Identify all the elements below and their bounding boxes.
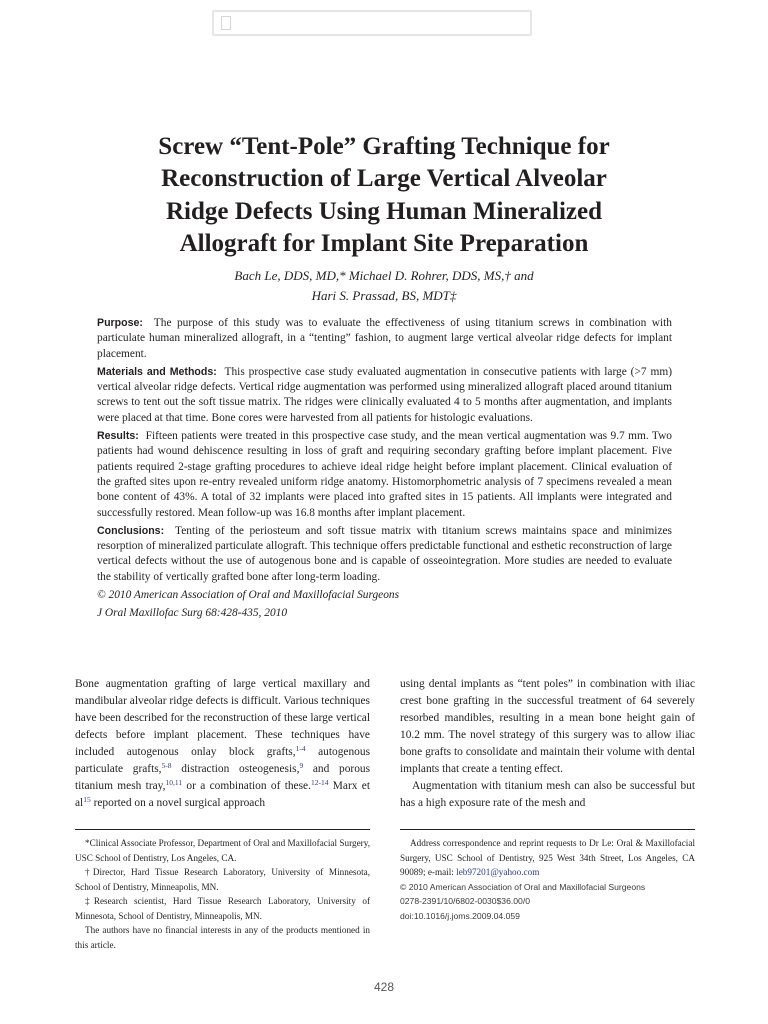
intro-paragraph	[75, 676, 370, 812]
title-line: Ridge Defects Using Human Mineralized	[165, 197, 603, 225]
reference-link[interactable]: 12-14	[310, 778, 329, 787]
article-title	[60, 131, 708, 261]
footnotes-left	[75, 836, 370, 952]
methods-text: This prospective case study evaluated augmentation in consecutive patients with large (>7 mm) vertical alveolar ridge defects. Vertical ridge augmentation was performed using mineralized allograft placed around titanium screws to tent out the soft tissue matrix. The ridges were clinically evaluated 4 to 5 months after augmentation, and implants were placed at that time. Bone cores were harvested from all patients for histologic evaluations.	[97, 365, 672, 424]
body-text: and porous titanium mesh tray,	[75, 763, 371, 792]
footnote: ‡Research scientist, Hard Tissue Research Laboratory, University of Minnesota, School of Dentistry, Minneapolis, MN.	[75, 896, 370, 921]
abstract-purpose	[97, 316, 672, 362]
footnote: †Director, Hard Tissue Research Laboratory, University of Minnesota, School of Dentistry, Minneapolis, MN.	[75, 867, 370, 892]
correspondence-address	[400, 836, 695, 880]
abstract-results	[97, 429, 672, 521]
reference-link[interactable]: 9	[299, 761, 304, 770]
citation-line: J Oral Maxillofac Surg 68:428-435, 2010	[97, 607, 288, 620]
results-text: Fifteen patients were treated in this prospective case study, and the mean vertical augmentation was 9.7 mm. Two patients had wound dehiscence resulting in loss of graft and requiring secondary grafting before implant placement. Five patients required 2-stage grafting procedures to achieve ideal ridge height before implant placement. Clinical evaluation of the grafted sites upon re-entry revealed uniform ridge anatomy. Histomorphometric analysis of 7 specimens revealed a mean bone content of 43%. A total of 32 implants were placed into grafted sites in 15 patients. All implants were integrated and successfully restored. Mean follow-up was 16.8 months after implant placement.	[97, 430, 672, 519]
body-text: autogenous particulate grafts,	[75, 746, 370, 775]
abstract-conclusions	[97, 524, 672, 585]
footnotes-right	[400, 836, 695, 923]
footnote: The authors have no financial interests in any of the products mentioned in this article.	[75, 925, 370, 950]
body-column-left	[75, 676, 370, 812]
methods-label: Materials and Methods:	[97, 365, 217, 378]
body-paragraph: using dental implants as “tent poles” in combination with iliac crest bone grafting in the successful treatment of 64 severely resorbed mandibles, resulting in a mean bone height gain of 10.2 mm. The novel strategy of this surgery was to allow iliac bone grafts to consolidate and maintain their volume with dental implants that create a tenting effect.	[400, 678, 695, 775]
body-paragraph: Augmentation with titanium mesh can also be successful but has a high exposure rate of the mesh and	[400, 780, 695, 809]
footnote-divider	[75, 829, 370, 830]
body-text: distraction osteogenesis,	[171, 763, 300, 775]
body-text: or a combination of these.	[182, 780, 311, 792]
author-line: Hari S. Prassad, BS, MDT‡	[311, 288, 457, 303]
email-link[interactable]: leb97201@yahoo.com	[456, 867, 540, 877]
abstract	[97, 316, 672, 625]
copyright-footnote: © 2010 American Association of Oral and Maxillofacial Surgeons	[400, 881, 646, 892]
results-label: Results:	[97, 430, 139, 443]
title-line: Allograft for Implant Site Preparation	[179, 230, 589, 258]
conclusions-label: Conclusions:	[97, 524, 165, 537]
conclusions-text: Tenting of the periosteum and soft tissue matrix with titanium screws maintains space and minimizes resorption of mineralized particulate allograft. This technique offers predictable functional and esthetic reconstruction of large vertical defects without the use of autogenous bone and is capable of osseointegration. More studies are needed to evaluate the stability of vertically grafted bone after long-term loading.	[97, 524, 672, 583]
issn-line: 0278-2391/10/6802-0030$36.00/0	[400, 896, 530, 906]
purpose-label: Purpose:	[97, 317, 143, 329]
address-text: Address correspondence and reprint requests to Dr Le: Oral & Maxillofacial Surgery, USC School of Dentistry, 925 West 34th Street, Los Angeles, CA 90089; e-mail:	[400, 838, 695, 877]
footnote-divider	[400, 829, 695, 830]
body-text: Marx et al	[75, 780, 370, 809]
reference-link[interactable]: 15	[83, 795, 91, 804]
author-line: Bach Le, DDS, MD,* Michael D. Rohrer, DDS, MS,† and	[234, 268, 534, 283]
body-text: Bone augmentation grafting of large vertical maxillary and mandibular alveolar ridge defects is difficult. Various techniques have been described for the reconstruction of these large vertical defects before implant placement. These techniques have included autogenous onlay block grafts,	[75, 678, 370, 758]
doi-line[interactable]: doi:10.1016/j.joms.2009.04.059	[400, 910, 520, 921]
body-text: reported on a novel surgical approach	[90, 797, 266, 809]
page-number: 428	[373, 980, 395, 994]
author-list	[60, 266, 708, 306]
reference-link[interactable]: 10,11	[165, 778, 183, 787]
abstract-methods	[97, 365, 672, 426]
purpose-text: The purpose of this study was to evaluate the effectiveness of using titanium screws in combination with particulate human mineralized allograft, in a “tenting” fashion, to augment large vertical alveolar ridge defects for implant placement.	[97, 317, 672, 360]
footnote: *Clinical Associate Professor, Department of Oral and Maxillofacial Surgery, USC School of Dentistry, Los Angeles, CA.	[75, 838, 370, 863]
reference-link[interactable]: 1-4	[295, 744, 306, 753]
copyright-line: © 2010 American Association of Oral and Maxillofacial Surgeons	[97, 589, 400, 602]
page-thumbnail-icon	[221, 16, 231, 30]
body-column-right	[400, 676, 695, 812]
viewer-search-bar[interactable]	[212, 10, 532, 36]
reference-link[interactable]: 5-8	[161, 761, 172, 770]
title-line: Screw “Tent-Pole” Grafting Technique for	[158, 133, 610, 160]
title-line: Reconstruction of Large Vertical Alveolar	[161, 165, 607, 193]
